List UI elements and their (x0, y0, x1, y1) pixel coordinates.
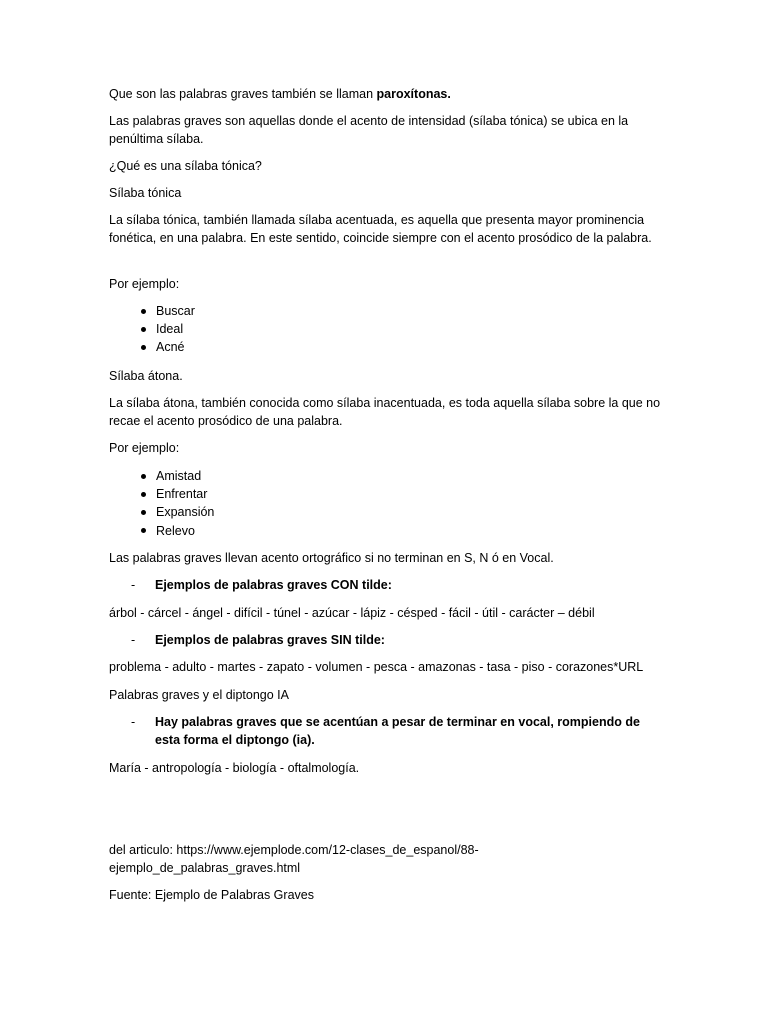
question-heading: ¿Qué es una sílaba tónica? (109, 159, 262, 173)
list-item: Expansión (141, 503, 214, 521)
diphthong-examples: María - antropología - biología - oftalmología. (109, 761, 360, 775)
atonic-examples-list (141, 467, 214, 540)
con-tilde-heading: Ejemplos de palabras graves CON tilde: (155, 578, 392, 592)
rule-paragraph: Las palabras graves llevan acento ortográfico si no terminan en S, N ó en Vocal. (109, 551, 554, 565)
atonic-heading: Sílaba átona. (109, 369, 183, 383)
example-label-1: Por ejemplo: (109, 277, 180, 291)
dash-marker: - (131, 633, 136, 647)
atonic-paragraph: La sílaba átona, también conocida como sílaba inacentuada, es toda aquella sílaba sobre la que no recae el acento prosódico de una palabra. (109, 396, 661, 428)
tonic-heading: Sílaba tónica (109, 186, 182, 200)
dash-marker: - (131, 715, 136, 729)
example-label-2: Por ejemplo: (109, 441, 180, 455)
diphthong-heading: Palabras graves y el diptongo IA (109, 688, 289, 702)
sin-tilde-list: problema - adulto - martes - zapato - volumen - pesca - amazonas - tasa - piso - corazones*URL (109, 660, 644, 674)
definition-paragraph: Las palabras graves son aquellas donde el acento de intensidad (sílaba tónica) se ubica en la penúltima sílaba. (109, 114, 629, 146)
dash-marker: - (131, 578, 136, 592)
intro-bold-term: paroxítonas. (376, 87, 451, 101)
sin-tilde-heading: Ejemplos de palabras graves SIN tilde: (155, 633, 385, 647)
source-reference: Fuente: Ejemplo de Palabras Graves (109, 888, 314, 902)
list-item: Relevo (141, 522, 214, 540)
list-item: Ideal (141, 320, 195, 338)
list-item: Enfrentar (141, 485, 214, 503)
list-item: Buscar (141, 302, 195, 320)
intro-text: Que son las palabras graves también se llaman (109, 87, 377, 101)
intro-paragraph (109, 85, 669, 103)
tonic-paragraph: La sílaba tónica, también llamada sílaba acentuada, es aquella que presenta mayor prominencia fonética, en una palabra. En este sentido, coincide siempre con el acento prosódico de la palabra. (109, 213, 652, 245)
tonic-examples-list (141, 302, 195, 357)
list-item: Amistad (141, 467, 214, 485)
list-item: Acné (141, 338, 195, 356)
article-reference: del articulo: https://www.ejemplode.com/12-clases_de_espanol/88-ejemplo_de_palabras_graves.html (109, 843, 479, 875)
diphthong-note: Hay palabras graves que se acentúan a pesar de terminar en vocal, rompiendo de esta forma el diptongo (ia). (155, 715, 640, 747)
con-tilde-list: árbol - cárcel - ángel - difícil - túnel - azúcar - lápiz - césped - fácil - útil - carácter – débil (109, 606, 595, 620)
